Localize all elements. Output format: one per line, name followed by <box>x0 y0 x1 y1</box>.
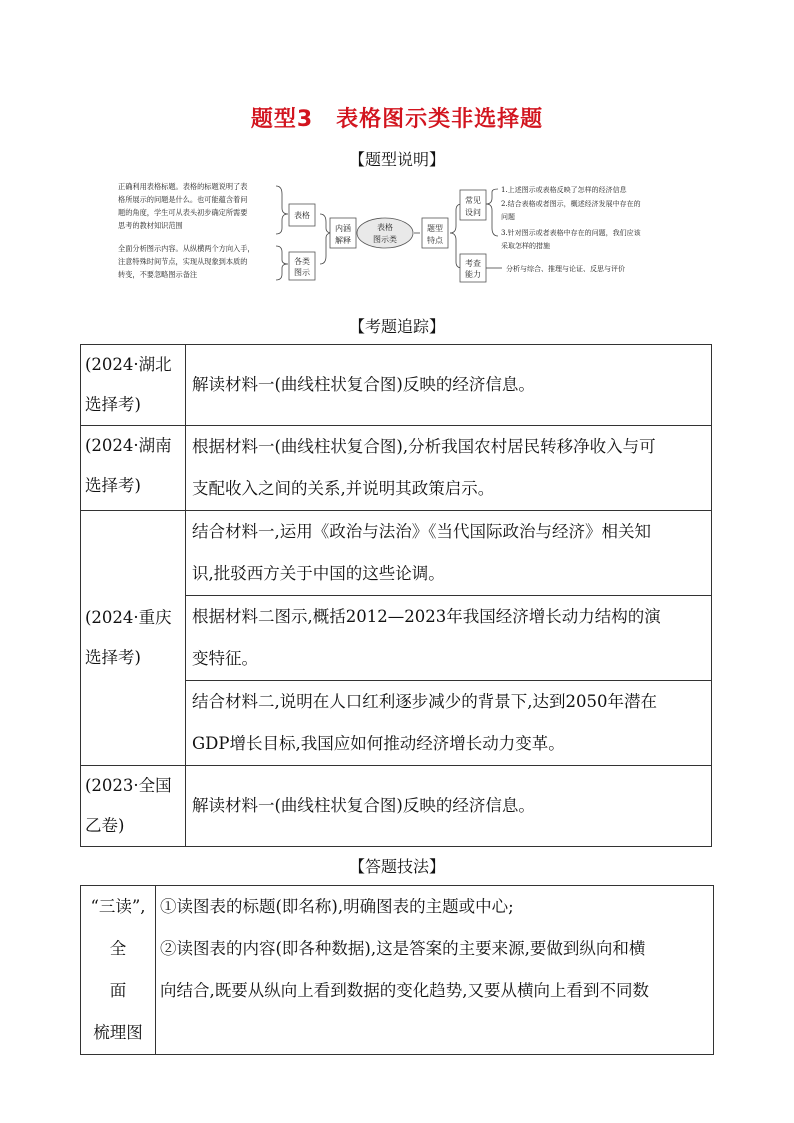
table-row <box>81 511 712 596</box>
node-meaning-label: 内涵 <box>335 224 351 233</box>
ability-note: 分析与综合、推理与论证、反思与评价 <box>506 265 625 273</box>
right-note-line: 采取怎样的措施 <box>501 242 550 250</box>
table-row <box>81 345 712 426</box>
left-note-2-line: 转变，不要忽略图示备注 <box>118 270 198 279</box>
right-note-line: 3.针对图示或者表格中存在的问题，我们应该 <box>501 229 641 237</box>
node-ability-label: 考查 <box>465 259 481 268</box>
node-table-label: 表格 <box>294 211 310 220</box>
question-type-mindmap <box>118 180 678 300</box>
question-cell: 结合材料二,说明在人口红利逐步减少的背景下,达到2050年潜在 GDP增长目标,我国应如何推动经济增长动力变革。 <box>186 681 712 766</box>
left-note-1-line: 正确利用表格标题。表格的标题说明了表 <box>118 182 248 191</box>
section-explain-heading: 【题型说明】 <box>348 150 445 169</box>
source-cell: (2023·全国 乙卷) <box>81 766 186 847</box>
question-cell: 结合材料一,运用《政治与法治》《当代国际政治与经济》相关知 识,批驳西方关于中国的这些论调。 <box>186 511 712 596</box>
left-note-1-line: 思考的教材知识范围 <box>118 221 183 230</box>
table-row <box>81 886 714 1055</box>
node-features-label: 特点 <box>427 236 443 245</box>
node-common-label: 设问 <box>465 208 481 217</box>
page-title: 题型3 表格图示类非选择题 <box>250 107 544 132</box>
question-cell: 根据材料一(曲线柱状复合图),分析我国农村居民转移净收入与可 支配收入之间的关系,并说明其政策启示。 <box>186 426 712 511</box>
section-tracking-heading: 【考题追踪】 <box>348 317 445 336</box>
source-cell: (2024·湖北 选择考) <box>81 345 186 426</box>
center-label: 图示类 <box>373 235 397 244</box>
method-label-cell: “三读”,全 面 梳理图 <box>81 886 156 1055</box>
exam-tracking-table <box>80 344 712 847</box>
node-ability-label: 能力 <box>465 270 481 279</box>
section-methods-heading: 【答题技法】 <box>348 857 445 876</box>
node-diagram-label: 图示 <box>294 268 310 277</box>
table-row <box>81 766 712 847</box>
node-diagram-label: 各类 <box>294 257 310 266</box>
left-note-1-line: 格所展示的问题是什么。也可能蕴含着问 <box>118 195 248 204</box>
question-cell: 根据材料二图示,概括2012—2023年我国经济增长动力结构的演 变特征。 <box>186 596 712 681</box>
node-common-label: 常见 <box>465 196 481 205</box>
left-note-2-line: 全面分析图示内容。从纵横两个方向入手， <box>118 244 255 253</box>
source-cell: (2024·湖南 选择考) <box>81 426 186 511</box>
right-note-line: 1.上述图示或表格反映了怎样的经济信息 <box>501 186 627 194</box>
table-row <box>81 426 712 511</box>
right-note-line: 2.结合表格或者图示，概述经济发展中存在的 <box>501 200 641 208</box>
right-note-line: 问题 <box>501 213 515 221</box>
question-cell: 解读材料一(曲线柱状复合图)反映的经济信息。 <box>186 766 712 847</box>
answer-methods-table <box>80 885 714 1055</box>
left-note-1-line: 题的角度，学生可从表头初步确定所需要 <box>118 208 248 217</box>
question-cell: 解读材料一(曲线柱状复合图)反映的经济信息。 <box>186 345 712 426</box>
node-features-label: 题型 <box>427 224 443 233</box>
left-note-2-line: 注意特殊时间节点，实现从现象到本质的 <box>118 257 248 266</box>
node-meaning-label: 解释 <box>335 236 351 245</box>
source-cell: (2024·重庆 选择考) <box>81 511 186 766</box>
method-content-cell: ①读图表的标题(即名称),明确图表的主题或中心; ②读图表的内容(即各种数据),这是答案的主要来源,要做到纵向和横 向结合,既要从纵向上看到数据的变化趋势,又要从横向上看到不同数 <box>156 886 714 1055</box>
center-label: 表格 <box>377 223 393 232</box>
